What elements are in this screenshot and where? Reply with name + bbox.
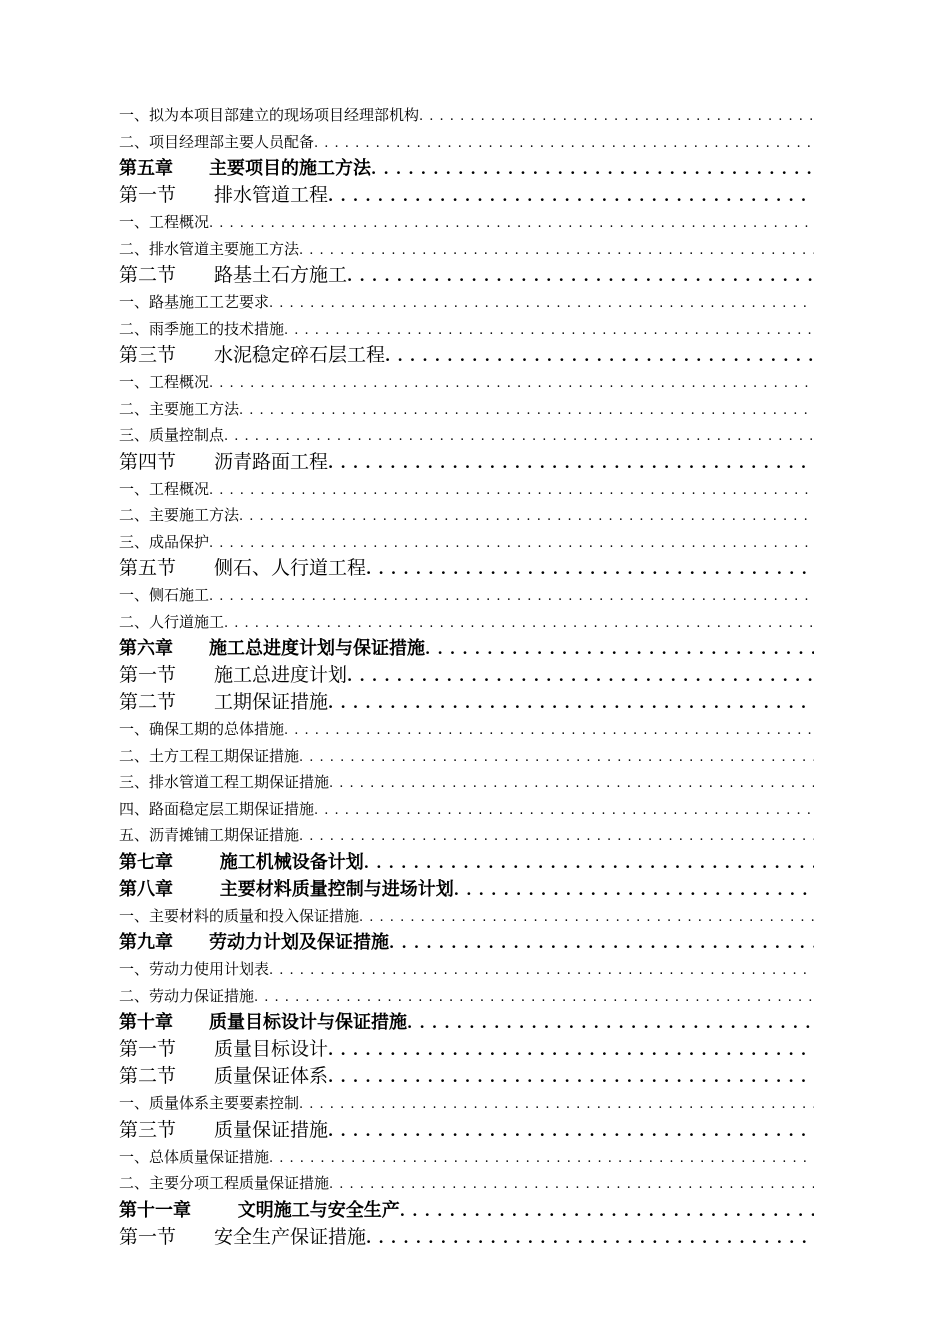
- toc-entry-label: [119, 422, 224, 449]
- toc-entry-label: [119, 182, 328, 209]
- toc-section-number: 第一节: [119, 184, 177, 206]
- toc-item-text: 三、质量控制点: [119, 426, 225, 444]
- toc-entry-label: [119, 369, 209, 396]
- toc-item-text: 一、工程概况: [119, 373, 210, 391]
- toc-item-entry: [119, 102, 814, 129]
- toc-entry-label: [119, 743, 299, 770]
- dot-leader: [366, 1225, 814, 1251]
- toc-item-text: 二、主要施工方法: [119, 506, 240, 524]
- table-of-contents: [119, 102, 814, 1251]
- toc-item-text: 三、排水管道工程工期保证措施: [119, 773, 330, 791]
- toc-section-entry: [119, 555, 814, 582]
- toc-entry-label: [119, 876, 454, 903]
- toc-item-entry: [119, 716, 814, 743]
- dot-leader: [299, 824, 814, 849]
- dot-leader: [364, 850, 814, 876]
- toc-entry-label: [119, 316, 284, 343]
- toc-item-text: 二、排水管道主要施工方法: [119, 239, 300, 258]
- toc-item-text: 四、路面稳定层工期保证措施: [119, 799, 315, 818]
- toc-item-entry: [119, 502, 814, 529]
- toc-item-entry: [119, 289, 814, 316]
- toc-entry-label: [119, 449, 328, 476]
- dot-leader: [400, 1198, 814, 1224]
- toc-item-text: 一、劳动力使用计划表: [119, 960, 270, 978]
- toc-entry-label: [119, 1009, 407, 1036]
- toc-section-number: 第一节: [119, 1038, 177, 1060]
- toc-chapter-entry: [119, 1009, 814, 1036]
- dot-leader: [314, 798, 814, 823]
- toc-item-entry: [119, 796, 814, 823]
- toc-entry-label: [119, 236, 299, 263]
- toc-entry-label: [119, 1144, 269, 1171]
- toc-chapter-number: 第十一章: [119, 1199, 191, 1221]
- toc-entry-label: [119, 903, 359, 930]
- toc-chapter-entry: [119, 635, 814, 662]
- toc-entry-label: [119, 476, 209, 503]
- toc-chapter-title: 主要材料质量控制与进场计划: [219, 878, 454, 900]
- toc-section-title: 质量目标设计: [214, 1038, 329, 1060]
- toc-entry-label: [119, 502, 239, 529]
- dot-leader: [299, 1092, 814, 1117]
- toc-section-title: 质量保证体系: [214, 1065, 329, 1087]
- toc-section-title: 排水管道工程: [214, 184, 329, 206]
- toc-item-entry: [119, 1090, 814, 1117]
- toc-entry-label: [119, 983, 254, 1010]
- toc-item-text: 五、沥青摊铺工期保证措施: [119, 826, 300, 844]
- dot-leader: [328, 1037, 814, 1063]
- toc-entry-label: [119, 1063, 328, 1090]
- toc-item-entry: [119, 209, 814, 236]
- toc-chapter-entry: [119, 929, 814, 956]
- dot-leader: [269, 958, 814, 983]
- toc-section-number: 第三节: [119, 1118, 177, 1141]
- dot-leader: [371, 156, 814, 182]
- toc-entry-label: [119, 209, 209, 236]
- dot-leader: [209, 211, 814, 236]
- toc-chapter-entry: [119, 155, 814, 182]
- toc-item-entry: [119, 369, 814, 396]
- toc-item-entry: [119, 396, 814, 423]
- toc-section-number: 第三节: [119, 344, 177, 366]
- toc-item-text: 二、项目经理部主要人员配备: [119, 132, 315, 151]
- toc-item-entry: [119, 983, 814, 1010]
- dot-leader: [299, 745, 814, 770]
- toc-entry-label: [119, 689, 328, 716]
- toc-item-text: 一、确保工期的总体措施: [119, 720, 285, 738]
- dot-leader: [366, 556, 814, 582]
- toc-section-entry: [119, 1117, 814, 1144]
- toc-entry-label: [119, 555, 366, 582]
- toc-chapter-number: 第五章: [119, 158, 173, 179]
- toc-entry-label: [119, 769, 329, 796]
- toc-item-text: 一、路基施工工艺要求: [119, 293, 270, 311]
- toc-section-entry: [119, 342, 814, 369]
- toc-section-number: 第二节: [119, 1065, 177, 1087]
- dot-leader: [224, 611, 814, 636]
- toc-entry-label: [119, 262, 347, 289]
- dot-leader: [347, 263, 814, 289]
- dot-leader: [269, 1146, 814, 1171]
- toc-entry-label: [119, 396, 239, 423]
- toc-item-text: 一、工程概况: [119, 213, 210, 231]
- toc-item-entry: [119, 129, 814, 156]
- toc-chapter-entry: [119, 876, 814, 903]
- toc-section-entry: [119, 449, 814, 476]
- dot-leader: [269, 291, 814, 316]
- toc-item-entry: [119, 529, 814, 556]
- dot-leader: [239, 504, 814, 529]
- toc-entry-label: [119, 1197, 400, 1224]
- dot-leader: [209, 531, 814, 556]
- toc-chapter-number: 第七章: [119, 851, 173, 873]
- dot-leader: [299, 238, 814, 263]
- dot-leader: [328, 183, 814, 209]
- toc-chapter-number: 第八章: [119, 878, 173, 900]
- dot-leader: [329, 1172, 814, 1197]
- toc-item-entry: [119, 476, 814, 503]
- toc-entry-label: [119, 582, 209, 609]
- dot-leader: [284, 318, 814, 343]
- toc-section-title: 安全生产保证措施: [214, 1225, 367, 1248]
- toc-section-entry: [119, 1224, 814, 1251]
- toc-section-number: 第二节: [119, 264, 177, 286]
- toc-entry-label: [119, 129, 314, 156]
- toc-entry-label: [119, 956, 269, 983]
- toc-chapter-title: 文明施工与安全生产: [237, 1199, 400, 1221]
- toc-entry-label: [119, 289, 269, 316]
- toc-entry-label: [119, 1224, 366, 1251]
- toc-entry-label: [119, 796, 314, 823]
- toc-entry-label: [119, 716, 284, 743]
- toc-item-entry: [119, 769, 814, 796]
- dot-leader: [328, 690, 814, 716]
- toc-section-entry: [119, 689, 814, 716]
- toc-section-title: 路基土石方施工: [214, 264, 348, 286]
- toc-chapter-title: 施工总进度计划与保证措施: [209, 638, 425, 659]
- toc-section-title: 侧石、人行道工程: [214, 557, 367, 579]
- toc-entry-label: [119, 342, 385, 369]
- dot-leader: [224, 424, 814, 449]
- toc-section-entry: [119, 182, 814, 209]
- toc-item-entry: [119, 422, 814, 449]
- dot-leader: [209, 584, 814, 609]
- toc-item-text: 二、主要施工方法: [119, 399, 240, 418]
- dot-leader: [209, 371, 814, 396]
- toc-section-title: 工期保证措施: [214, 691, 329, 713]
- dot-leader: [328, 1064, 814, 1090]
- toc-entry-label: [119, 635, 425, 662]
- toc-section-entry: [119, 262, 814, 289]
- dot-leader: [329, 771, 814, 796]
- toc-section-entry: [119, 662, 814, 689]
- toc-item-text: 一、主要材料的质量和投入保证措施: [119, 906, 360, 925]
- toc-chapter-title: 施工机械设备计划: [219, 851, 364, 873]
- toc-item-entry: [119, 743, 814, 770]
- toc-section-number: 第一节: [119, 1225, 177, 1248]
- dot-leader: [425, 636, 814, 662]
- toc-chapter-number: 第九章: [119, 932, 173, 953]
- dot-leader: [407, 1010, 814, 1036]
- toc-item-entry: [119, 1144, 814, 1171]
- toc-entry-label: [119, 529, 209, 556]
- toc-chapter-title: 质量目标设计与保证措施: [209, 1012, 407, 1033]
- toc-item-text: 二、雨季施工的技术措施: [119, 319, 285, 338]
- dot-leader: [254, 985, 814, 1010]
- toc-item-entry: [119, 582, 814, 609]
- toc-item-text: 一、总体质量保证措施: [119, 1147, 270, 1166]
- toc-chapter-number: 第十章: [119, 1012, 173, 1033]
- dot-leader: [328, 1118, 814, 1144]
- toc-section-title: 质量保证措施: [214, 1118, 329, 1141]
- dot-leader: [359, 905, 814, 930]
- toc-item-entry: [119, 903, 814, 930]
- toc-item-text: 一、质量体系主要要素控制: [119, 1094, 300, 1112]
- toc-entry-label: [119, 1090, 299, 1117]
- toc-item-text: 二、主要分项工程质量保证措施: [119, 1174, 330, 1192]
- toc-chapter-number: 第六章: [119, 638, 173, 659]
- dot-leader: [454, 877, 814, 903]
- toc-item-entry: [119, 956, 814, 983]
- toc-section-number: 第四节: [119, 450, 177, 473]
- toc-entry-label: [119, 102, 419, 129]
- dot-leader: [385, 343, 814, 369]
- toc-entry-label: [119, 662, 347, 689]
- dot-leader: [314, 131, 814, 156]
- toc-item-text: 一、拟为本项目部建立的现场项目经理部机构: [119, 106, 420, 124]
- toc-item-text: 一、工程概况: [119, 479, 210, 498]
- toc-section-number: 第二节: [119, 691, 177, 713]
- toc-item-entry: [119, 236, 814, 263]
- toc-entry-label: [119, 929, 389, 956]
- toc-entry-label: [119, 155, 371, 182]
- toc-section-title: 沥青路面工程: [214, 450, 329, 473]
- toc-section-number: 第五节: [119, 557, 177, 579]
- toc-chapter-entry: [119, 1197, 814, 1224]
- toc-item-entry: [119, 316, 814, 343]
- toc-item-text: 二、劳动力保证措施: [119, 986, 255, 1005]
- toc-section-entry: [119, 1036, 814, 1063]
- toc-entry-label: [119, 1170, 329, 1197]
- dot-leader: [419, 104, 814, 129]
- toc-section-number: 第一节: [119, 664, 177, 686]
- toc-section-entry: [119, 1063, 814, 1090]
- dot-leader: [389, 930, 814, 956]
- toc-item-text: 一、侧石施工: [119, 586, 210, 604]
- toc-item-entry: [119, 822, 814, 849]
- toc-item-entry: [119, 609, 814, 636]
- toc-entry-label: [119, 1036, 328, 1063]
- toc-section-title: 施工总进度计划: [214, 664, 348, 686]
- toc-section-title: 水泥稳定碎石层工程: [214, 344, 386, 366]
- toc-item-text: 三、成品保护: [119, 532, 210, 551]
- toc-chapter-entry: [119, 849, 814, 876]
- dot-leader: [347, 663, 814, 689]
- toc-item-text: 二、人行道施工: [119, 612, 225, 631]
- toc-entry-label: [119, 1117, 328, 1144]
- dot-leader: [328, 450, 814, 476]
- dot-leader: [209, 478, 814, 503]
- toc-item-text: 二、土方工程工期保证措施: [119, 746, 300, 765]
- toc-chapter-title: 主要项目的施工方法: [209, 158, 371, 179]
- toc-entry-label: [119, 609, 224, 636]
- dot-leader: [284, 718, 814, 743]
- toc-chapter-title: 劳动力计划及保证措施: [209, 932, 389, 953]
- toc-entry-label: [119, 822, 299, 849]
- dot-leader: [239, 398, 814, 423]
- toc-entry-label: [119, 849, 364, 876]
- toc-item-entry: [119, 1170, 814, 1197]
